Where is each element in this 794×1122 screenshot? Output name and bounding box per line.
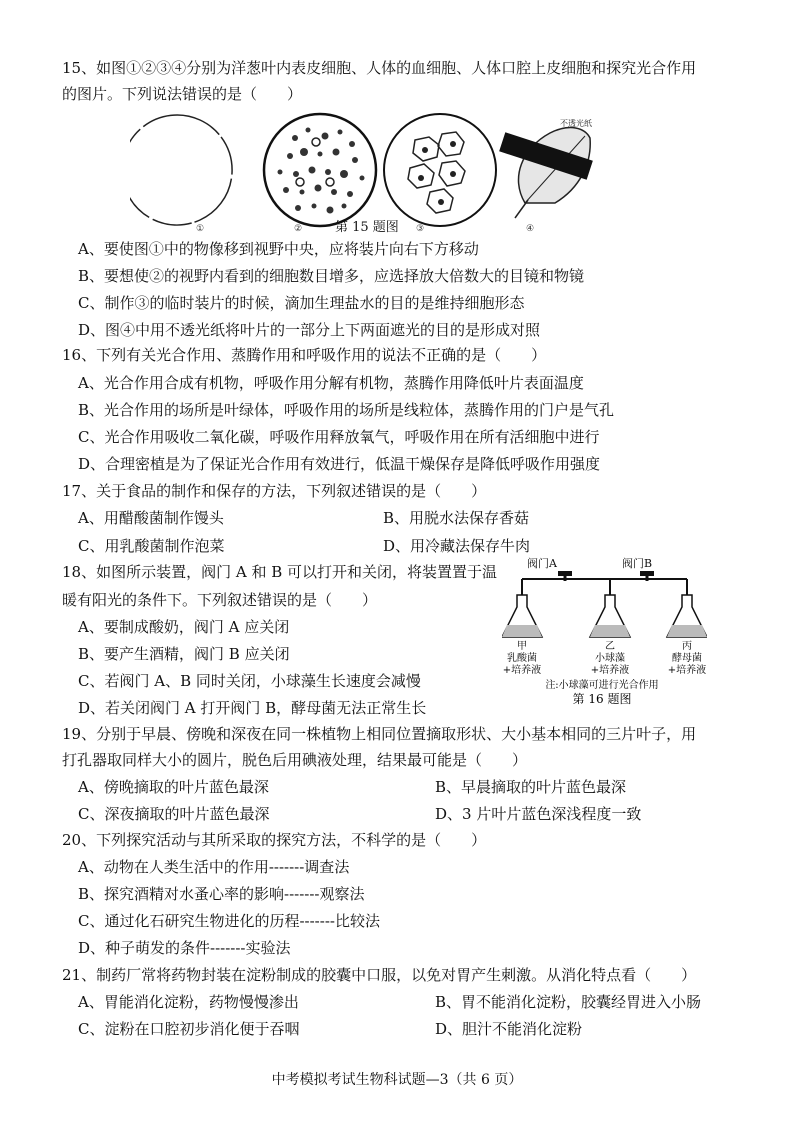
- q21-option-b: B、胃不能消化淀粉，胶囊经胃进入小肠: [435, 993, 702, 1011]
- fig15-mark-4: ④: [525, 224, 535, 233]
- valve-a-label: 阀门A: [527, 557, 557, 570]
- q16-option-d: D、合理密植是为了保证光合作用有效进行，低温干燥保存是降低呼吸作用强度: [78, 455, 601, 473]
- q20-option-b: B、探究酒精对水蚤心率的影响-------观察法: [78, 885, 365, 903]
- q19-option-b: B、早晨摘取的叶片蓝色最深: [435, 778, 627, 796]
- q19-stem-line1: 19、分别于早晨、傍晚和深夜在同一株植物上相同位置摘取形状、大小基本相同的三片叶子，用: [62, 725, 697, 743]
- q18-stem-line1: 18、如图所示装置，阀门 A 和 B 可以打开和关闭，将装置置于温: [62, 563, 498, 581]
- fig15-caption: 第 15 题图: [335, 220, 399, 233]
- q17-option-d: D、用冷藏法保存牛肉: [383, 537, 531, 555]
- q20-option-d: D、种子萌发的条件-------实验法: [78, 939, 291, 957]
- q17-option-b: B、用脱水法保存香菇: [383, 509, 530, 527]
- q15-stem-line2: 的图片。下列说法错误的是（ ）: [62, 85, 303, 103]
- fig15-paper-label: 不透光纸: [560, 119, 592, 128]
- q18-stem-line2: 暖有阳光的条件下。下列叙述错误的是（ ）: [62, 591, 378, 609]
- flask-yi: [590, 595, 630, 637]
- page-footer: 中考模拟考试生物科试题—3（共 6 页）: [271, 1072, 523, 1088]
- q19-option-c: C、深夜摘取的叶片蓝色最深: [78, 805, 270, 823]
- fig16-note: 注:小球藻可进行光合作用: [545, 680, 659, 691]
- q20-stem: 20、下列探究活动与其所采取的探究方法，不科学的是（ ）: [62, 831, 487, 849]
- flask1-content-2: +培养液: [502, 665, 542, 676]
- q15-option-d: D、图④中用不透光纸将叶片的一部分上下两面遮光的目的是形成对照: [78, 321, 541, 339]
- flask3-name: 丙: [682, 641, 692, 652]
- q18-apparatus-figure: [502, 555, 707, 705]
- q21-option-d: D、胆汁不能消化淀粉: [435, 1020, 583, 1038]
- q20-option-a: A、动物在人类生活中的作用-------调查法: [78, 858, 350, 876]
- flask2-content-1: 小球藻: [595, 653, 625, 664]
- fig15-leaf: [499, 118, 593, 218]
- q19-option-a: A、傍晚摘取的叶片蓝色最深: [78, 778, 269, 796]
- q16-option-b: B、光合作用的场所是叶绿体，呼吸作用的场所是线粒体，蒸腾作用的门户是气孔: [78, 401, 615, 419]
- q20-option-c: C、通过化石研究生物进化的历程-------比较法: [78, 912, 380, 930]
- fig15-mark-3: ③: [415, 224, 425, 233]
- flask1-content-1: 乳酸菌: [507, 653, 537, 664]
- q15-figure: [130, 108, 600, 233]
- q15-option-a: A、要使图①中的物像移到视野中央，应将装片向右下方移动: [78, 240, 479, 258]
- q21-option-c: C、淀粉在口腔初步消化便于吞咽: [78, 1020, 300, 1038]
- flask2-content-2: +培养液: [590, 665, 630, 676]
- flask2-name: 乙: [605, 641, 615, 652]
- q18-option-a: A、要制成酸奶，阀门 A 应关闭: [78, 618, 290, 636]
- fig15-circle-1: [130, 115, 232, 225]
- q18-option-b: B、要产生酒精，阀门 B 应关闭: [78, 645, 290, 663]
- q15-option-b: B、要想使②的视野内看到的细胞数目增多，应选择放大倍数大的目镜和物镜: [78, 267, 585, 285]
- fig15-mark-1: ①: [195, 224, 205, 233]
- q15-stem-line1: 15、如图①②③④分别为洋葱叶内表皮细胞、人体的血细胞、人体口腔上皮细胞和探究光合作用: [62, 59, 697, 77]
- flask3-content-1: 酵母菌: [672, 653, 702, 664]
- q19-stem-line2: 打孔器取同样大小的圆片，脱色后用碘液处理，结果最可能是（ ）: [62, 751, 528, 769]
- q21-stem: 21、制药厂常将药物封装在淀粉制成的胶囊中口服，以免对胃产生刺激。从消化特点看（ ）: [62, 966, 697, 984]
- q15-option-c: C、制作③的临时装片的时候，滴加生理盐水的目的是维持细胞形态: [78, 294, 525, 312]
- fig16-caption: 第 16 题图: [572, 692, 632, 705]
- q21-option-a: A、胃能消化淀粉，药物慢慢渗出: [78, 993, 299, 1011]
- q16-option-a: A、光合作用合成有机物，呼吸作用分解有机物，蒸腾作用降低叶片表面温度: [78, 374, 584, 392]
- flask1-name: 甲: [517, 641, 527, 652]
- valve-b-label: 阀门B: [621, 557, 653, 570]
- fig15-circle-3: [384, 114, 496, 226]
- q16-stem: 16、下列有关光合作用、蒸腾作用和呼吸作用的说法不正确的是（ ）: [62, 346, 547, 364]
- q17-option-a: A、用醋酸菌制作馒头: [78, 509, 224, 527]
- q19-option-d: D、3 片叶片蓝色深浅程度一致: [435, 805, 642, 823]
- fig15-mark-2: ②: [293, 224, 303, 233]
- q18-option-d: D、若关闭阀门 A 打开阀门 B，酵母菌无法正常生长: [78, 699, 427, 717]
- fig15-circle-2: [264, 114, 376, 226]
- q17-option-c: C、用乳酸菌制作泡菜: [78, 537, 225, 555]
- q18-option-c: C、若阀门 A、B 同时关闭，小球藻生长速度会减慢: [78, 672, 421, 690]
- flask3-content-2: +培养液: [667, 665, 707, 676]
- flask-bing: [667, 595, 707, 637]
- flask-jia: [502, 595, 542, 637]
- q16-option-c: C、光合作用吸收二氧化碳，呼吸作用释放氧气，呼吸作用在所有活细胞中进行: [78, 428, 600, 446]
- q17-stem: 17、关于食品的制作和保存的方法，下列叙述错误的是（ ）: [62, 482, 487, 500]
